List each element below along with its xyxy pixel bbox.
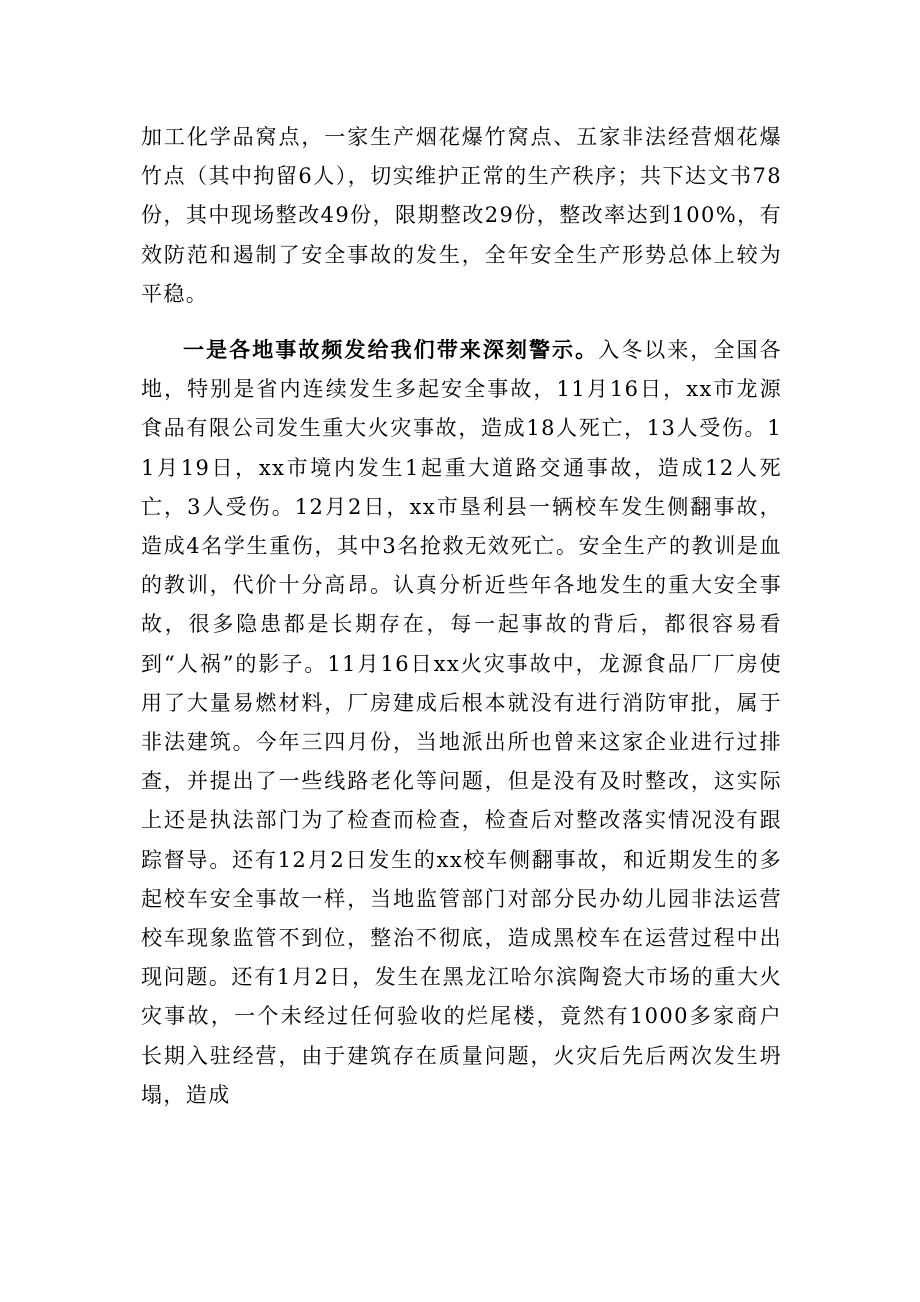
paragraph-1-text: 加工化学品窝点，一家生产烟花爆竹窝点、五家非法经营烟花爆竹点（其中拘留6人），切实维护正常的生产秩序；共下达文书78份，其中现场整改49份，限期整改29份，整改率达到100%，有效防范和遏制了安全事故的发生，全年安全生产形势总体上较为平稳。: [141, 125, 782, 306]
paragraph-2-lead-heading: 一是各地事故频发给我们带来深刻警示。: [183, 337, 599, 363]
paragraph-1: [141, 118, 782, 314]
paragraph-2-text: 入冬以来，全国各地，特别是省内连续发生多起安全事故，11月16日，xx市龙源食品有限公司发生重大火灾事故，造成18人死亡，13人受伤。11月19日，xx市境内发生1起重大道路交通事故，造成12人死亡，3人受伤。12月2日，xx市垦利县一辆校车发生侧翻事故，造成4名学生重伤，其中3名抢救无效死亡。安全生产的教训是血的教训，代价十分高昂。认真分析近些年各地发生的重大安全事故，很多隐患都是长期存在，每一起事故的背后，都很容易看到“人祸”的影子。11月16日xx火灾事故中，龙源食品厂厂房使用了大量易燃材料，厂房建成后根本就没有进行消防审批，属于非法建筑。今年三四月份，当地派出所也曾来这家企业进行过排查，并提出了一些线路老化等问题，但是没有及时整改，这实际上还是执法部门为了检查而检查，检查后对整改落实情况没有跟踪督导。还有12月2日发生的xx校车侧翻事故，和近期发生的多起校车安全事故一样，当地监管部门对部分民办幼儿园非法运营校车现象监管不到位，整治不彻底，造成黑校车在运营过程中出现问题。还有1月2日，发生在黑龙江哈尔滨陶瓷大市场的重大火灾事故，一个未经过任何验收的烂尾楼，竟然有1000多家商户长期入驻经营，由于建筑存在质量问题，火灾后先后两次发生坍塌，造成: [141, 338, 783, 1107]
paragraph-2: [141, 330, 782, 1115]
